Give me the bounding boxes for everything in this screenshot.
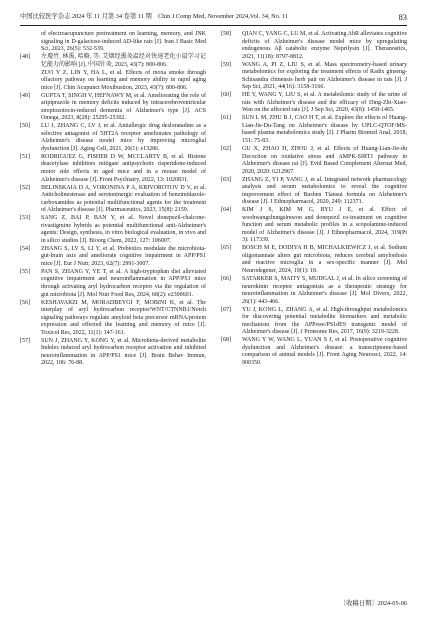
reference-text: ZHANG Z, YI P, YANG J, et al. Integrated network pharmacology analysis and serum metabolomics to reveal the cognitive improvement effect of Bushen Tiansui formula on Alzheimer's disease [J]. J Ethnopharmacol, 2020, 249: 112371. [242,176,407,206]
reference-text: 左瓊竹, 林禹, 哈略, 等. 艾烟经熏灸温经对快速老化小鼠学习记忆能力的影响 [J]. 中国针灸, 2023, 43(7): 800-806. [41,54,206,68]
references-column-right [221,31,407,368]
reference-entry [20,338,206,368]
reference-text: HE Y, WANG Y, LIU S, et al. A metabolomic study of the urine of rats with Alzheimer's disease and the efficacy of Ding-Zhi-Xiao-Wan on the affected rats [J]. J Sep Sci, 2020, 43(8): 1458-1465. [242,92,407,114]
reference-entry [20,300,206,338]
reference-entry [221,207,407,245]
reference-text: QIAN C, YANG C, LU M, et al. Activating AhR alleviates cognitive deficits of Alzheimer's disease model mice by upregulating endogenous Aβ catabolic enzyme Neprilysin [J]. Theranostics, 2021, 11(18): 8797-8812. [242,31,407,60]
reference-text: YU J, KONG L, ZHANG A, et al. High-throughput metabolomics for discovering potential metabolite biomarkers and metabolic mechanism from the APPswe/PS1dE9 transgenic model of Alzheimer's disease [J]. J Proteome Res, 2017, 16(9): 3219-3228. [242,306,407,336]
reference-number: [65] [221,245,231,252]
reference-number: [67] [221,306,231,313]
reference-text: KIM J S, KIM M G, RYU J E, et al. Effect of woohwangchungsimwon and donepezil co-treatment on cognitive function and serum metabolic profiles in a scopolamine-induced model of Alzheimer's disease [J]. J Ethnopharmacol, 2024, 319(Pt 3): 117339. [242,207,407,244]
reference-text: ZUO Y Z, LIN Y, HA L, et al. Effects of moxa smoke through olfactory pathway on learning and memory ability in rapid aging mice [J]. Chin Acupunct Moxibustion, 2023, 43(7): 800-806. [41,69,206,91]
header-rule [20,25,407,26]
reference-number: [58] [221,31,231,37]
reference-number: [57] [20,337,30,344]
reference-text: ZHANG S, LV S, LI Y, et al. Prebiotics modulate the microbiota-gut-brain axis and ameliorate cognitive impairment in APP/PS1 mice [J]. Eur J Nutr, 2023, 62(7): 2991-3007. [41,245,206,267]
reference-text: KESHAVARZI M, MORADBEYGI F, MOBINI K, et al. The interplay of aryl hydrocarbon receptor/WNT/CTNNB1/Notch signaling pathways regulate amyloid beta precursor mRNA/protein expression and effected the learning and memory of mice [J]. Toxicol Res, 2022, 11(1): 147-161. [41,299,206,336]
references-column-left [20,31,206,368]
reference-number: [54] [20,245,30,252]
reference-entry [221,31,407,61]
journal-header: 中国比较医学杂志 2024 年 11 月第 34 卷第 11 期 Chin J Comp Med, November 2024,Vol. 34, No. 11 [20,13,289,20]
reference-entry [20,31,206,54]
reference-text: SATARKER S, MAITY S, MUDGAL J, et al. In silico screening of neurokinin receptor antagonists as a therapeutic strategy for neuroinflammation in Alzheimer's disease [J]. Mol Divers, 2022, 26(1): 443-466. [242,276,407,305]
reference-entry [20,269,206,299]
reference-entry [20,70,206,93]
reference-number: [53] [20,215,30,222]
reference-entry [221,115,407,145]
reference-entry [20,246,206,269]
reference-text: SUN L M, ZHU B J, CAO H T, et al. Explore the effects of Huang-Lian-Jie-Du-Tang on Alzheimer's disease by UPLC-QTOF/MS-based plasma metabolomics study [J]. J Pharm Biomed Anal, 2018, 151: 75-83. [242,115,407,144]
reference-text: GU X, ZHAO H, ZHOU J, et al. Effects of Huang-Lian-Jie-du Decoction on oxidative stress and AMPK-SIRT1 pathway in Alzheimer's disease rat [J]. Evid Based Complement Alternat Med, 2020, 2020: 6212907. [242,145,407,175]
reference-text: BELINSKAIA D A, VORONINA P A, KRIVOROTOV D V, et al. Anticholinesterase and serotoninergic evaluation of benzimidazole-carboxamides as potential multifunctional agents for the treatment of Alzheimer's disease [J]. Pharmaceutics, 2023, 15(8): 2159. [41,184,206,214]
reference-entry [20,93,206,123]
reference-number: [60] [221,92,231,99]
reference-entry [221,307,407,337]
reference-text: BOSCH M E, DODIYA H B, MICHALKIEWICZ J, et al. Sodium oligomannate alters gut microbiota, reduces cerebral amyloidosis and reactive microglia in a sex-specific manner [J]. Mol Neurodegener, 2024, 19(1): 18. [242,245,407,275]
reference-entry [20,215,206,245]
reference-number: [49] [20,92,30,99]
reference-number: [59] [221,61,231,68]
reference-text: WANG Y W, WANG L, YUAN S J, et al. Postoperative cognitive dysfunction and Alzheimer's disease: a transcriptome-based comparison of animal models [J]. Front Aging Neurosci, 2022, 14: 900350. [242,337,407,366]
reference-entry [20,54,206,69]
reference-number: [61] [221,115,231,122]
running-header [20,10,407,24]
reference-text: SUN J, ZHANG Y, KONG Y, et al. Microbiota-derived metabolite Indoles induced aryl hydrocarbon receptor activation and inhibited neuroinflammation in APP/PS1 mice [J]. Brain Behav Immun, 2022, 106: 76-88. [41,337,206,367]
reference-text: LU J, ZHANG C, LV J, et al. Antiallergic drug desloratadine as a selective antagonist of 5HT2A receptor ameliorates pathology of Alzheimer's disease model mice by improving microglial dysfunction [J]. Aging Cell, 2021, 20(1): e13286. [41,123,206,152]
received-date: 〔收稿日期〕2024-05-06 [339,600,407,607]
reference-entry [20,123,206,153]
reference-entry [221,245,407,275]
reference-number: [63] [221,176,231,183]
reference-text: of electroacupuncture pretreatment on learning, memory, and JNK signaling in D-galactose-induced AD-like rats [J]. Iran J Basic Med Sci, 2023, 26(5): 532-539. [41,31,206,53]
reference-number: [66] [221,276,231,282]
reference-number: [48] [20,54,30,61]
reference-text: PAN S, ZHANG Y, YE T, et al. A high-tryptophan diet alleviated cognitive impairment and neuroinflammation in APP/PS1 mice through activating aryl hydrocarbon receptor via the regulation of gut microbiota [J]. Mol Nutr Food Res, 2024, 68(2): e2300601. [41,268,206,298]
reference-text: SANG Z, BAI P, BAN Y, et al. Novel donepezil-chalcone-rivastigmine hybrids as potential multifunctional anti-Alzheimer's agents: Design, synthesis, in vitro biological evaluation, in vivo and in silico studies [J]. Bioorg Chem, 2022, 127: 106007. [41,215,206,244]
reference-entry [221,62,407,92]
reference-number: [62] [221,145,231,152]
reference-entry [221,177,407,207]
page-number: 83 [398,12,407,22]
reference-number: [56] [20,299,30,306]
reference-number: [55] [20,268,30,275]
reference-number: [50] [20,123,30,130]
reference-number: [52] [20,184,30,191]
reference-text: WANG A, PI Z, LIU S, et al. Mass spectrometry-based urinary metabolomics for exploring the treatment effects of Radix ginseng-Schisandra chinensis herb pair on Alzheimer's disease in rats [J]. J Sep Sci, 2021, 44(16): 3158-3166. [242,61,407,91]
reference-text: GUPTA T, SINGH V, HEFNAWY M, et al. Ameliorating the role of aripiprazole in memory deficits induced by intracerebroventricular streptozotocin-induced dementia of Alzheimer's type [J]. ACS Omega, 2023, 8(28): 25295-25302. [41,92,206,122]
reference-number: [64] [221,207,231,214]
reference-entry [221,337,407,367]
reference-entry [20,185,206,215]
reference-number: [51] [20,153,30,160]
reference-entry [221,92,407,115]
reference-number: [68] [221,337,231,344]
reference-entry [20,154,206,184]
reference-entry [221,146,407,176]
reference-text: RODRIGUEZ G, FISHER D W, MCCLARTY B, et al. Histone deacetylase inhibitors mitigate antipsychotic risperidone-induced motor side effects in aged mice and in a mouse model of Alzheimer's disease [J]. Front Psychiatry, 2022, 13: 1020831. [41,153,206,183]
reference-entry [221,276,407,306]
